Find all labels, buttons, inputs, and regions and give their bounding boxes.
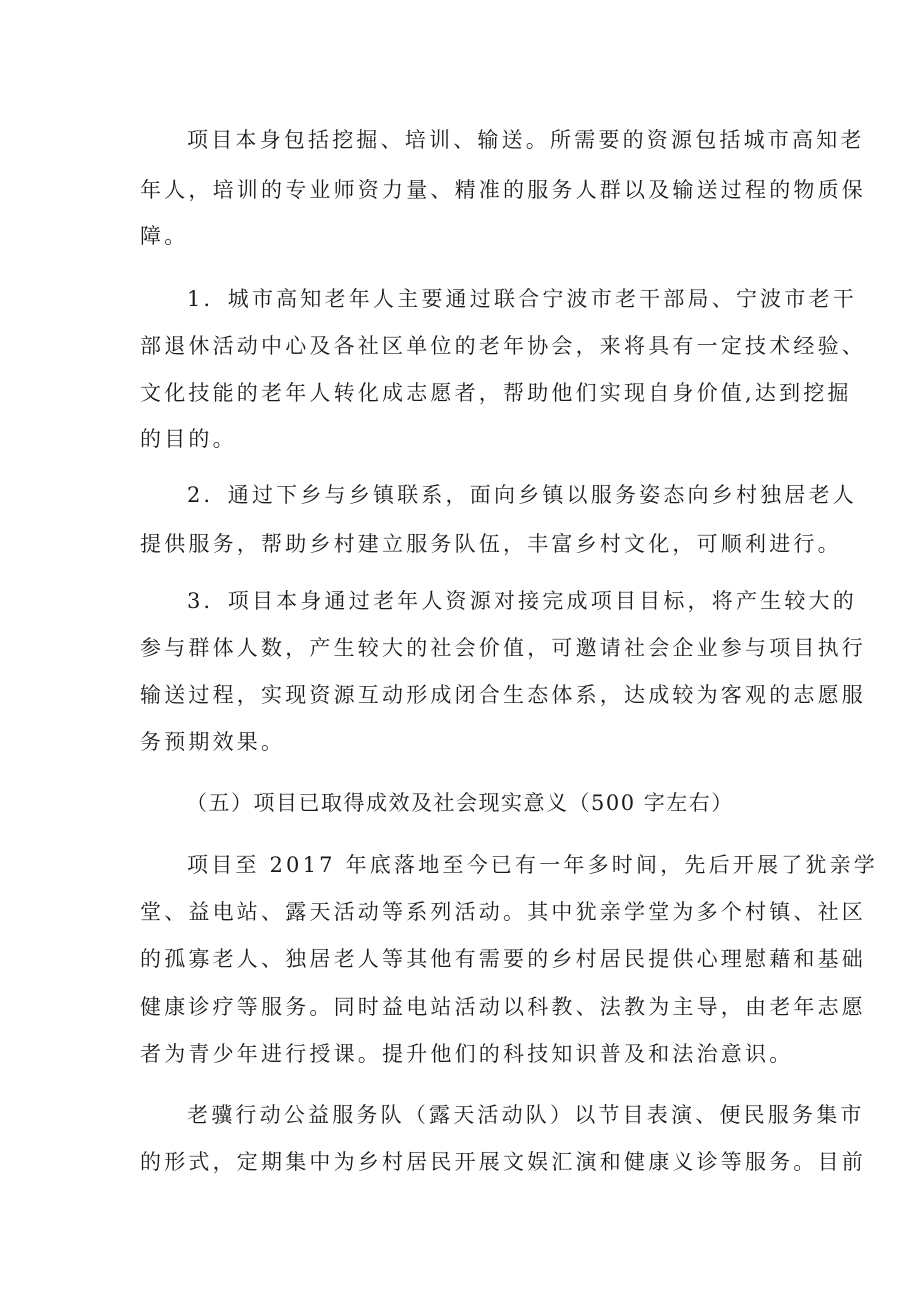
paragraph-5-line-4: 健康诊疗等服务。同时益电站活动以科教、法教为主导，由老年志愿 [140, 995, 866, 1019]
paragraph-2-line-4: 的目的。 [140, 427, 237, 451]
paragraph-2-line-3: 文化技能的老年人转化成志愿者，帮助他们实现自身价值,达到挖掘 [140, 381, 852, 405]
paragraph-4-line-3: 输送过程，实现资源互动形成闭合生态体系，达成较为客观的志愿服 [140, 683, 866, 707]
paragraph-5-line-2: 堂、益电站、露天活动等系列活动。其中犹亲学堂为多个村镇、社区 [140, 900, 866, 924]
paragraph-1-line-3: 障。 [140, 224, 189, 248]
paragraph-3-line-2: 提供服务，帮助乡村建立服务队伍，丰富乡村文化，可顺利进行。 [140, 532, 842, 556]
paragraph-4-line-2: 参与群体人数，产生较大的社会价值，可邀请社会企业参与项目执行 [140, 636, 866, 660]
paragraph-2-line-1: 1．城市高知老年人主要通过联合宁波市老干部局、宁波市老干 [187, 287, 857, 311]
paragraph-4-line-4: 务预期效果。 [140, 730, 286, 754]
paragraph-1-line-2: 年人，培训的专业师资力量、精准的服务人群以及输送过程的物质保 [140, 178, 866, 202]
paragraph-6-line-2: 的形式，定期集中为乡村居民开展文娱汇演和健康义诊等服务。目前 [140, 1150, 866, 1174]
paragraph-2-line-2: 部退休活动中心及各社区单位的老年协会，来将具有一定技术经验、 [140, 334, 866, 358]
section-heading: （五）项目已取得成效及社会现实意义（500 字左右） [186, 791, 734, 815]
paragraph-6-line-1: 老骥行动公益服务队（露天活动队）以节目表演、便民服务集市 [187, 1103, 865, 1127]
paragraph-5-line-1: 项目至 2017 年底落地至今已有一年多时间，先后开展了犹亲学 [187, 853, 878, 877]
paragraph-1-line-1: 项目本身包括挖掘、培训、输送。所需要的资源包括城市高知老 [187, 128, 865, 152]
paragraph-3-line-1: 2．通过下乡与乡镇联系，面向乡镇以服务姿态向乡村独居老人 [187, 483, 857, 507]
paragraph-5-line-5: 者为青少年进行授课。提升他们的科技知识普及和法治意识。 [140, 1042, 794, 1066]
paragraph-5-line-3: 的孤寡老人、独居老人等其他有需要的乡村居民提供心理慰藉和基础 [140, 947, 866, 971]
paragraph-4-line-1: 3．项目本身通过老年人资源对接完成项目目标，将产生较大的 [187, 589, 857, 613]
